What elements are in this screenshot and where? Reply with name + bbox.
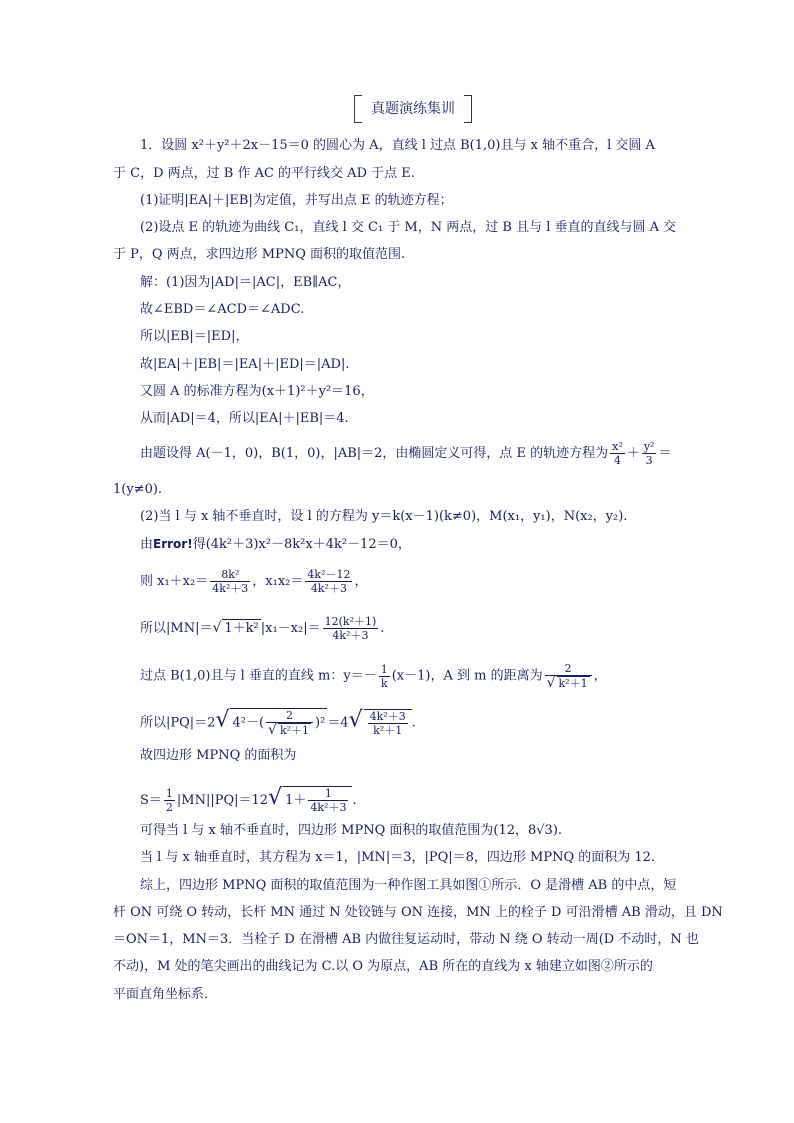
numerator: x² (612, 440, 623, 453)
text-segment: ＋ (626, 446, 640, 461)
text-segment: 由题设得 A(－1，0)，B(1，0)，|AB|＝2，由椭圆定义可得，点 E 的轨迹方程为 (140, 446, 609, 461)
text-segment: . (411, 715, 416, 731)
denominator: k (380, 676, 388, 690)
radical-sign: √ (212, 620, 222, 636)
text-segment: S＝ (140, 793, 162, 808)
radicand: k²＋1 (279, 724, 310, 737)
numerator: 4k²－12 (307, 568, 351, 581)
solution-line-12 (140, 615, 384, 642)
radical-sign: √ (215, 707, 230, 733)
numerator: 2 (266, 709, 313, 723)
text-segment: 所以|PQ|＝2 (140, 715, 216, 731)
solution-line-21: ＝ON＝1，MN＝3．当栓子 D 在滑槽 AB 内做往复运动时，带动 N 绕 O 转动一周(D 不动时，N 也 (113, 932, 699, 947)
denominator: 3 (645, 454, 653, 467)
numerator: 12(k²＋1) (324, 615, 377, 628)
text-segment: )² (315, 715, 326, 731)
right-bracket (464, 95, 472, 123)
solution-line-14 (140, 708, 416, 737)
denominator (545, 676, 592, 690)
error-marker: Error! (153, 537, 193, 551)
radicand: k²＋1 (558, 677, 588, 690)
problem-line-1: 1．设圆 x²＋y²＋2x－15＝0 的圆心为 A，直线 l 过点 B(1,0)且与 x 轴不重合，l 交圆 A (140, 138, 655, 153)
text-segment: 1＋ (285, 793, 307, 808)
radical-sign: √ (546, 675, 556, 691)
text-segment: ＝4 (327, 715, 349, 731)
denominator (266, 723, 313, 737)
problem-line-2: 于 C，D 两点，过 B 作 AC 的平行线交 AD 于点 E. (113, 166, 415, 181)
solution-line-19: 综上，四边形 MPNQ 面积的取值范围为一种作图工具如图①所示．O 是滑槽 AB 的中点，短 (140, 878, 677, 893)
text-segment: 所以|MN|＝ (140, 621, 213, 636)
text-segment: 则 x₁＋x₂＝ (140, 574, 209, 589)
denominator: 4k²＋3 (332, 629, 369, 642)
text-segment: ， (354, 574, 368, 589)
numerator: 1 (165, 787, 173, 800)
solution-line-18: 当 l 与 x 轴垂直时，其方程为 x＝1，|MN|＝3，|PQ|＝8，四边形 MPNQ 的面积为 12. (140, 850, 656, 865)
solution-line-2: 故∠EBD＝∠ACD＝∠ADC. (140, 302, 305, 317)
section-title: 真题演练集训 (371, 101, 455, 117)
solution-line-17: 可得当 l 与 x 轴不垂直时，四边形 MPNQ 面积的取值范围为(12，8√3). (140, 823, 563, 838)
text-segment: |x₁－x₂|＝ (260, 621, 321, 636)
radical-sign: √ (268, 722, 277, 738)
solution-line-13 (140, 662, 607, 690)
numerator: 1 (308, 787, 348, 801)
solution-line-6: 从而|AD|＝4，所以|EA|＋|EB|＝4. (140, 411, 349, 426)
text-segment: . (352, 793, 357, 808)
fraction (368, 710, 408, 737)
text-segment: ，x₁x₂＝ (252, 574, 304, 589)
section-header (354, 95, 472, 123)
fraction (379, 663, 390, 690)
text-segment: ＝ (658, 446, 672, 461)
text-segment: ， (593, 668, 607, 684)
radical-sign: √ (268, 785, 283, 810)
problem-line-3: (1)证明|EA|＋|EB|为定值，并写出点 E 的轨迹方程； (140, 193, 453, 208)
solution-line-9: (2)当 l 与 x 轴不垂直时，设 l 的方程为 y＝k(x－1)(k≠0)，M(x₁，y₁)，N(x₂，y₂). (140, 509, 628, 524)
fraction (323, 615, 379, 642)
solution-line-11 (140, 568, 367, 595)
radicand: 1＋k² (224, 621, 259, 636)
text-segment: 得(4k²＋3)x²－8k²x＋4k²－12＝0， (192, 537, 411, 552)
text-segment: |MN||PQ|＝12 (176, 793, 269, 808)
fraction (610, 440, 625, 467)
solution-line-22: 不动)，M 处的笔尖画出的曲线记为 C.以 O 为原点，AB 所在的直线为 x 轴建立如图②所示的 (113, 959, 653, 974)
text-segment: . (380, 621, 385, 636)
fraction (308, 787, 348, 814)
numerator: 8k² (210, 568, 250, 582)
numerator: 2 (545, 662, 592, 676)
denominator: k²＋1 (373, 723, 403, 737)
problem-line-4: (2)设点 E 的轨迹为曲线 C₁，直线 l 交 C₁ 于 M，N 两点，过 B 且与 l 垂直的直线与圆 A 交 (140, 220, 677, 235)
solution-line-8: 1(y≠0). (113, 482, 163, 497)
fraction (266, 709, 313, 737)
left-bracket (354, 95, 362, 123)
denominator: 2 (165, 801, 173, 814)
solution-line-10 (140, 535, 411, 554)
text-segment: (x－1)，A 到 m 的距离为 (391, 668, 543, 684)
text-segment: 过点 B(1,0)且与 l 垂直的直线 m：y＝－ (140, 668, 377, 684)
solution-line-1: 解：(1)因为|AD|＝|AC|，EB∥AC， (140, 275, 351, 290)
radicand (364, 709, 412, 737)
solution-line-16 (140, 786, 357, 814)
problem-line-5: 于 P，Q 两点，求四边形 MPNQ 面积的取值范围. (113, 247, 406, 262)
fraction (305, 568, 352, 595)
denominator: 4k²＋3 (310, 801, 347, 814)
solution-line-4: 故|EA|＋|EB|＝|EA|＋|ED|＝|AD|. (140, 357, 350, 372)
solution-line-3: 所以|EB|＝|ED|， (140, 329, 249, 344)
radicand (283, 786, 352, 814)
solution-line-23: 平面直角坐标系． (113, 987, 218, 1002)
fraction (545, 662, 592, 690)
solution-line-15: 故四边形 MPNQ 的面积为 (140, 748, 297, 763)
fraction (642, 440, 657, 467)
numerator: 4k²＋3 (369, 709, 406, 723)
numerator: y² (643, 440, 655, 453)
solution-line-20: 杆 ON 可绕 O 转动，长杆 MN 通过 N 处铰链与 ON 连接，MN 上的栓子 D 可沿滑槽 AB 滑动，且 DN (113, 905, 723, 920)
denominator: 4k²＋3 (310, 582, 347, 595)
denominator: 4k²＋3 (212, 582, 249, 595)
text-segment: 4²－( (232, 715, 265, 731)
text-segment: 由 (140, 537, 154, 552)
radicand (230, 708, 327, 737)
fraction (210, 568, 250, 595)
solution-line-7 (140, 440, 671, 467)
radical-sign: √ (348, 707, 363, 733)
denominator: 4 (613, 454, 621, 467)
numerator: 1 (380, 662, 388, 676)
solution-line-5: 又圆 A 的标准方程为(x＋1)²＋y²＝16， (140, 384, 374, 399)
fraction (164, 787, 175, 814)
